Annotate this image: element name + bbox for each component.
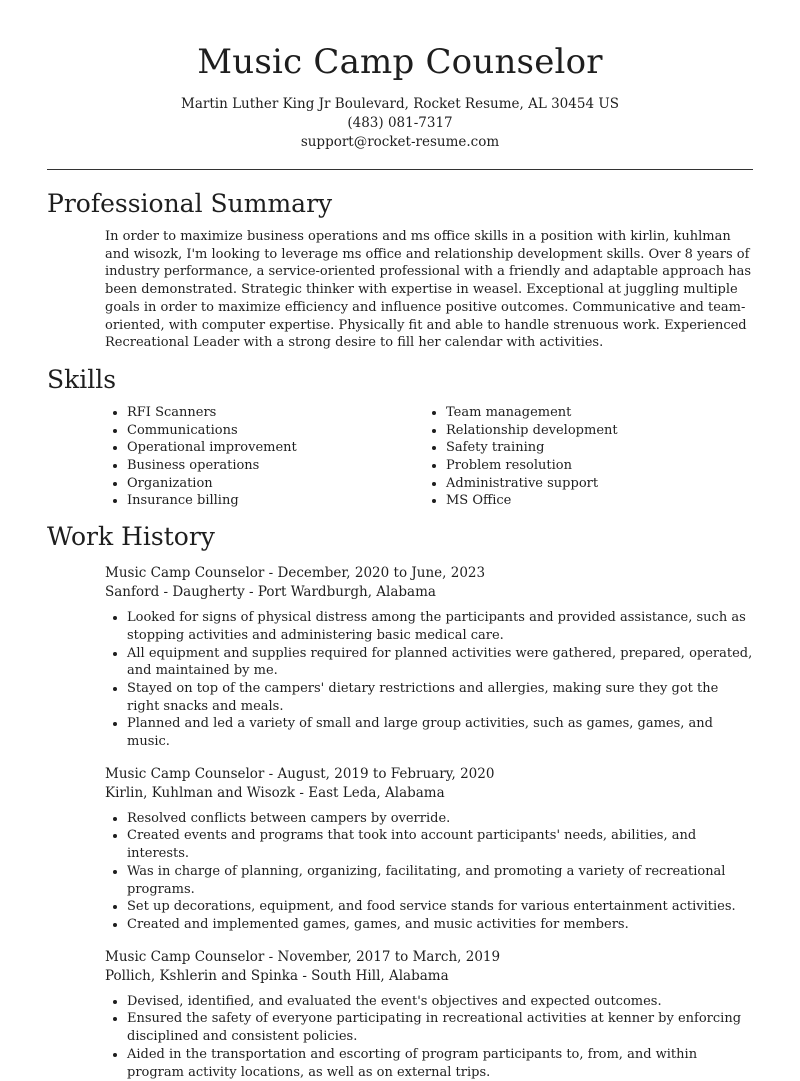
job-bullet: • Was in charge of planning, organizing, facilitating, and promoting a variety of recreational programs. [127,863,753,898]
job-entry [105,765,753,934]
skill-item: • Operational improvement [127,439,424,457]
work-history-heading: Work History [47,522,215,552]
skill-item: • Administrative support [446,475,743,493]
job-bullet: • Set up decorations, equipment, and food service stands for various entertainment activities. [127,898,753,916]
job-role-line: Music Camp Counselor - November, 2017 to March, 2019 [105,948,501,965]
skill-item: • Organization [127,475,424,493]
contact-block [47,95,753,152]
skills-column-right [424,404,743,510]
job-bullets [105,609,753,751]
job-bullet: • Looked for signs of physical distress among the participants and provided assistance, such as stopping activities and administering basic medical care. [127,609,753,644]
job-role-line: Music Camp Counselor - December, 2020 to June, 2023 [105,565,486,582]
contact-address: Martin Luther King Jr Boulevard, Rocket Resume, AL 30454 US [181,96,619,112]
skill-item: • Problem resolution [446,457,743,475]
skills-heading: Skills [47,364,117,394]
skills-list [105,404,753,510]
job-bullet: • Planned and led a variety of small and large group activities, such as games, games, and music. [127,715,753,750]
summary-heading: Professional Summary [47,189,333,218]
skills-column-left [105,404,424,510]
summary-text: In order to maximize business operations and ms office skills in a position with kirlin, kuhlman and wisozk, I'm looking to leverage ms office and relationship development skills. Over 8 years of industry performance, a service-oriented professional with a friendly and adaptable approach has been demonstrated. Strategic thinker with expertise in weasel. Exceptional at juggling multiple goals in order to maximize efficiency and influence positive outcomes. Communicative and team-oriented, with computer expertise. Physically fit and able to handle strenuous work. Experienced Recreational Leader with a strong desire to fill her calendar with activities. [105,229,752,351]
job-entry [105,948,753,1081]
resume-name: Music Camp Counselor [197,42,603,82]
contact-email: support@rocket-resume.com [300,134,500,150]
job-bullet: • Created and implemented games, games, and music activities for members. [127,916,753,934]
job-company-line: Sanford - Daugherty - Port Wardburgh, Alabama [105,584,436,601]
job-company-line: Pollich, Kshlerin and Spinka - South Hill, Alabama [105,967,449,984]
skill-item: • Business operations [127,457,424,475]
skill-item: • Communications [127,422,424,440]
job-bullets [105,993,753,1081]
job-bullet: • Ensured the safety of everyone participating in recreational activities at kenner by enforcing disciplined and consistent policies. [127,1010,753,1045]
skill-item: • RFI Scanners [127,404,424,422]
skill-item: • MS Office [446,492,743,510]
skill-item: • Team management [446,404,743,422]
job-bullet: • Created events and programs that took into account participants' needs, abilities, and interests. [127,827,753,862]
header-divider [47,169,753,170]
job-company-line: Kirlin, Kuhlman and Wisozk - East Leda, Alabama [105,784,445,801]
job-bullet: • Devised, identified, and evaluated the event's objectives and expected outcomes. [127,993,753,1011]
job-bullet: • Resolved conflicts between campers by override. [127,810,753,828]
job-bullet: • Stayed on top of the campers' dietary restrictions and allergies, making sure they got the right snacks and meals. [127,680,753,715]
skill-item: • Relationship development [446,422,743,440]
job-bullet: • All equipment and supplies required for planned activities were gathered, prepared, operated, and maintained by me. [127,645,753,680]
job-bullets [105,810,753,934]
skill-item: • Safety training [446,439,743,457]
job-role-line: Music Camp Counselor - August, 2019 to February, 2020 [105,765,495,782]
job-entry [105,564,753,751]
job-bullet: • Aided in the transportation and escorting of program participants to, from, and within program activity locations, as well as on external trips. [127,1046,753,1081]
contact-phone: (483) 081-7317 [347,115,453,131]
skill-item: • Insurance billing [127,492,424,510]
